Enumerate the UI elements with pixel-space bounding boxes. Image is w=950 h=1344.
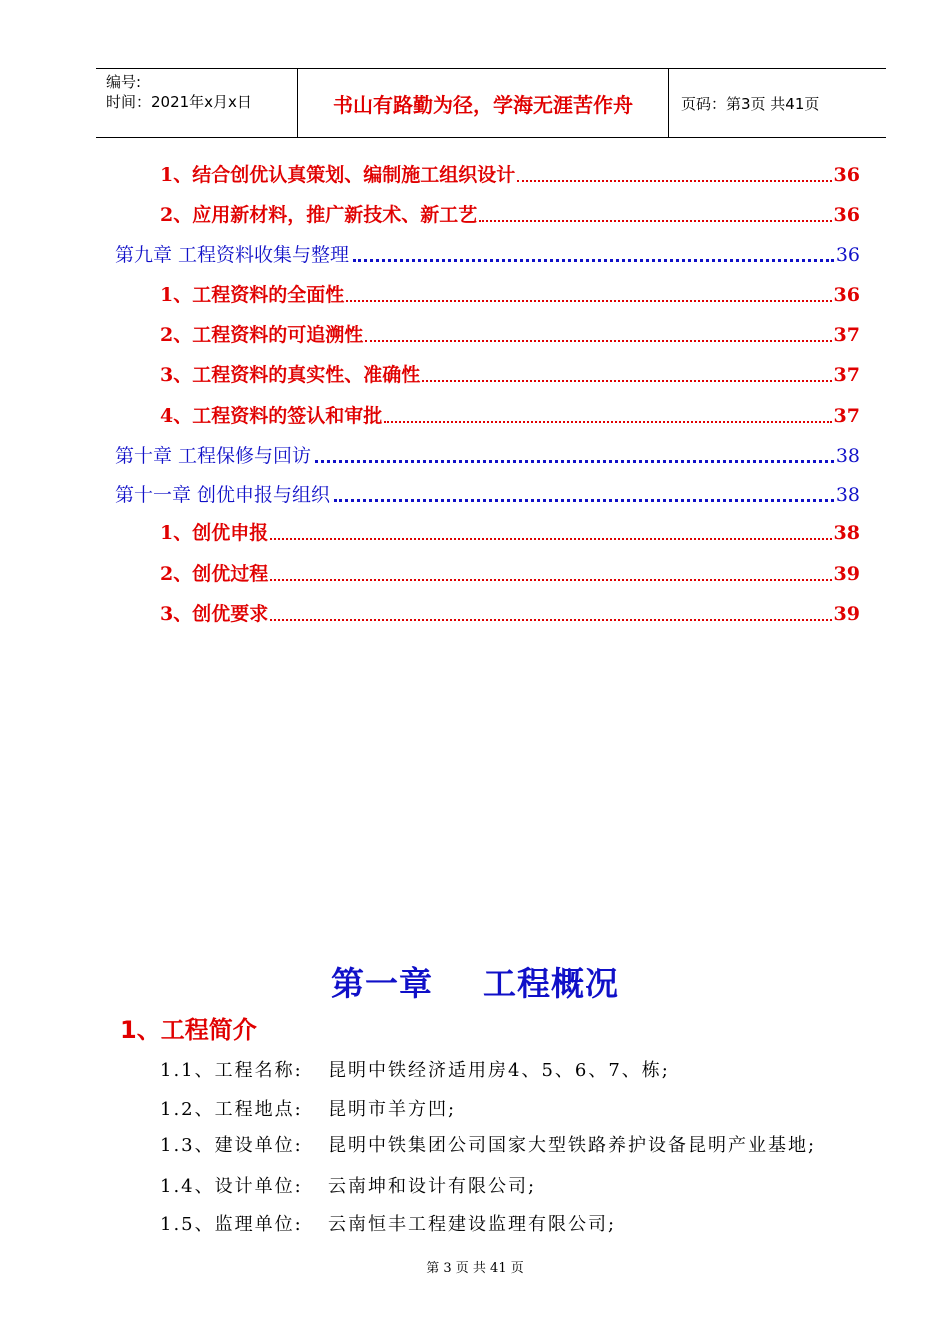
project-info-value: 云南坤和设计有限公司; xyxy=(328,1176,537,1197)
toc-chapter-entry[interactable] xyxy=(115,240,860,267)
header-page-info: 页码：第3页 共41页 xyxy=(681,94,820,113)
toc-entry-page: 38 xyxy=(835,484,860,506)
toc-leader-dots xyxy=(517,179,831,182)
project-info-item xyxy=(160,1172,536,1198)
toc-leader-dots xyxy=(315,459,834,463)
toc-entry-page: 37 xyxy=(833,405,860,427)
toc-entry-label: 1、工程资料的全面性 xyxy=(160,284,345,306)
project-info-value: 昆明中铁经济适用房4、5、6、7、栋; xyxy=(328,1060,670,1081)
section-title: 1、工程简介 xyxy=(120,1016,257,1044)
project-info-key: 1.1、工程名称: xyxy=(160,1060,303,1081)
project-info-item xyxy=(160,1095,456,1121)
header-motto: 书山有路勤为径，学海无涯苦作舟 xyxy=(298,69,669,137)
toc-leader-dots xyxy=(334,498,834,502)
toc-entry-page: 37 xyxy=(833,324,860,346)
toc-entry-label: 3、工程资料的真实性、准确性 xyxy=(160,364,421,386)
project-info-item xyxy=(160,1056,670,1082)
toc-leader-dots xyxy=(270,537,831,540)
project-info-item xyxy=(160,1131,816,1157)
toc-entry[interactable] xyxy=(160,360,860,387)
toc-entry-label: 1、结合创优认真策划、编制施工组织设计 xyxy=(160,164,516,186)
toc-leader-dots xyxy=(479,219,831,222)
toc-entry-label: 2、工程资料的可追溯性 xyxy=(160,324,364,346)
toc-entry-label: 4、工程资料的签认和审批 xyxy=(160,405,383,427)
toc-chapter-entry[interactable] xyxy=(115,441,860,468)
toc-leader-dots xyxy=(270,618,831,621)
toc-entry-page: 38 xyxy=(835,445,860,467)
project-info-item xyxy=(160,1210,616,1236)
toc-entry-label: 第九章 工程资料收集与整理 xyxy=(115,244,350,266)
toc-leader-dots xyxy=(422,379,831,382)
toc-entry-label: 第十章 工程保修与回访 xyxy=(115,445,312,467)
toc-leader-dots xyxy=(346,299,831,302)
toc-entry-page: 37 xyxy=(833,364,860,386)
project-info-value: 昆明中铁集团公司国家大型铁路养护设备昆明产业基地; xyxy=(328,1135,817,1156)
toc-entry-page: 38 xyxy=(833,522,860,544)
header-time-label: 时间：2021年x月x日 xyxy=(106,93,252,111)
toc-entry[interactable] xyxy=(160,280,860,307)
toc-entry[interactable] xyxy=(160,518,860,545)
project-info-value: 云南恒丰工程建设监理有限公司; xyxy=(328,1214,617,1235)
toc-entry-page: 39 xyxy=(833,563,860,585)
toc-entry[interactable] xyxy=(160,599,860,626)
toc-entry-label: 3、创优要求 xyxy=(160,603,269,625)
toc-entry-page: 36 xyxy=(833,284,860,306)
project-info-key: 1.4、设计单位: xyxy=(160,1176,303,1197)
toc-entry[interactable] xyxy=(160,200,860,227)
toc-entry-page: 36 xyxy=(833,164,860,186)
page-footer: 第 3 页 共 41 页 xyxy=(426,1261,524,1276)
toc-leader-dots xyxy=(384,420,831,423)
toc-entry-page: 36 xyxy=(835,244,860,266)
header-code-label: 编号: xyxy=(106,73,142,91)
toc-leader-dots xyxy=(365,339,831,342)
toc-entry-page: 36 xyxy=(833,204,860,226)
toc-chapter-entry[interactable] xyxy=(115,480,860,507)
toc-entry[interactable] xyxy=(160,559,860,586)
chapter-title: 第一章 工程概况 xyxy=(331,964,619,1003)
toc-entry-label: 2、创优过程 xyxy=(160,563,269,585)
page-header xyxy=(96,68,886,138)
toc-entry[interactable] xyxy=(160,160,860,187)
toc-entry-label: 第十一章 创优申报与组织 xyxy=(115,484,331,506)
header-meta xyxy=(96,69,298,137)
toc-entry[interactable] xyxy=(160,320,860,347)
project-info-key: 1.3、建设单位: xyxy=(160,1135,303,1156)
toc-entry-label: 2、应用新材料，推广新技术、新工艺 xyxy=(160,204,478,226)
toc-entry-page: 39 xyxy=(833,603,860,625)
toc-leader-dots xyxy=(270,578,831,581)
project-info-key: 1.5、监理单位: xyxy=(160,1214,303,1235)
toc-entry-label: 1、创优申报 xyxy=(160,522,269,544)
toc-entry[interactable] xyxy=(160,401,860,428)
project-info-value: 昆明市羊方凹; xyxy=(328,1099,457,1120)
toc-leader-dots xyxy=(353,258,834,262)
project-info-key: 1.2、工程地点: xyxy=(160,1099,303,1120)
